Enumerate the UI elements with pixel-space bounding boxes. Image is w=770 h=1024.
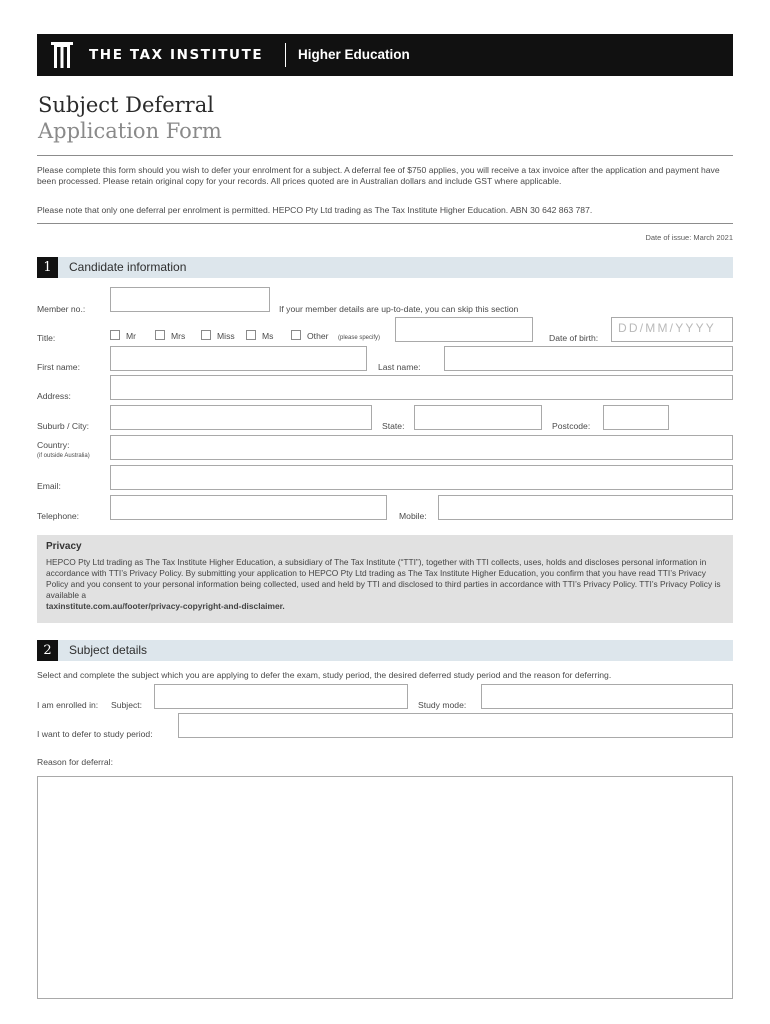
divider — [37, 155, 733, 156]
title-mr-checkbox[interactable] — [110, 330, 120, 340]
reason-textarea[interactable] — [37, 776, 733, 999]
study-mode-field[interactable] — [481, 684, 733, 709]
title-ms-checkbox[interactable] — [246, 330, 256, 340]
state-label: State: — [382, 421, 405, 431]
privacy-title: Privacy — [46, 541, 82, 552]
title-other-checkbox[interactable] — [291, 330, 301, 340]
title-other-field[interactable] — [395, 317, 533, 342]
brand-subtitle: Higher Education — [298, 47, 410, 62]
title-ms-label: Ms — [262, 331, 274, 341]
dob-label: Date of birth: — [549, 333, 599, 343]
section-header-candidate — [37, 257, 733, 278]
postcode-label: Postcode: — [552, 421, 591, 431]
section-title: Candidate information — [69, 260, 187, 274]
postcode-field[interactable] — [603, 405, 669, 430]
privacy-notice — [37, 535, 733, 623]
mobile-label: Mobile: — [399, 511, 427, 521]
country-label: Country: — [37, 440, 70, 450]
form-title: Subject Deferral — [38, 93, 214, 117]
member-no-label: Member no.: — [37, 304, 86, 314]
section-number: 2 — [37, 640, 58, 661]
suburb-field[interactable] — [110, 405, 372, 430]
privacy-body: HEPCO Pty Ltd trading as The Tax Institute Higher Education, a subsidiary of The Tax Institute (“TTI”), together with TTI collects, uses, holds and discloses personal information in accordance with TTI’s Privacy Policy. By submitting your application to HEPCO Pty Ltd trading as The Tax Institute Higher Education, you confirm that you have read TTI’s Privacy Policy and you consent to your personal information being collected, used and held by TTI and disclosed to third parties in accordance with TTI’s Privacy Policy. TTI’s Privacy Policy is available a — [46, 557, 721, 600]
privacy-text — [46, 557, 726, 612]
telephone-field[interactable] — [110, 495, 387, 520]
state-field[interactable] — [414, 405, 542, 430]
title-label: Title: — [37, 333, 56, 343]
other-note: (please specify) — [338, 335, 381, 341]
divider — [37, 223, 733, 224]
brand-divider — [285, 43, 286, 67]
intro-paragraph: Please complete this form should you wish to defer your enrolment for a subject. A deferral fee of $750 applies, you will receive a tax invoice after the application and payment have been processed. Please retain original copy for your records. All prices quoted are in Australian dollars and include GST where applicable. — [37, 165, 720, 187]
tti-logo-icon — [51, 42, 73, 68]
deferral-note: Please note that only one deferral per enrolment is permitted. HEPCO Pty Ltd trading as The Tax Institute Higher Education. ABN 30 642 863 787. — [37, 205, 593, 215]
section-number: 1 — [37, 257, 58, 278]
suburb-label: Suburb / City: — [37, 421, 90, 431]
header-banner — [37, 34, 733, 76]
subject-instruction: Select and complete the subject which you are applying to defer the exam, study period, the desired deferred study period and the reason for deferring. — [37, 670, 612, 680]
title-mrs-checkbox[interactable] — [155, 330, 165, 340]
country-note: (if outside Australia) — [37, 453, 90, 459]
member-note: If your member details are up-to-date, you can skip this section — [279, 304, 519, 314]
title-other-label: Other — [307, 331, 329, 341]
telephone-label: Telephone: — [37, 511, 80, 521]
reason-label: Reason for deferral: — [37, 757, 113, 767]
address-label: Address: — [37, 391, 71, 401]
country-field[interactable] — [110, 435, 733, 460]
last-name-field[interactable] — [444, 346, 733, 371]
form-subtitle: Application Form — [38, 119, 222, 143]
title-mr-label: Mr — [126, 331, 137, 341]
title-miss-checkbox[interactable] — [201, 330, 211, 340]
defer-period-field[interactable] — [178, 713, 733, 738]
brand-name: THE TAX INSTITUTE — [89, 47, 264, 63]
first-name-field[interactable] — [110, 346, 367, 371]
subject-label: Subject: — [111, 700, 143, 710]
email-label: Email: — [37, 481, 61, 491]
section-title: Subject details — [69, 643, 148, 657]
section-header-subject — [37, 640, 733, 661]
defer-period-label: I want to defer to study period: — [37, 729, 153, 739]
enrolled-label: I am enrolled in: — [37, 700, 99, 710]
study-mode-label: Study mode: — [418, 700, 467, 710]
title-miss-label: Miss — [217, 331, 235, 341]
mobile-field[interactable] — [438, 495, 733, 520]
dob-field[interactable]: DD/MM/YYYY — [611, 317, 733, 342]
first-name-label: First name: — [37, 362, 80, 372]
privacy-link[interactable]: taxinstitute.com.au/footer/privacy-copyright-and-disclaimer. — [46, 600, 285, 611]
last-name-label: Last name: — [378, 362, 421, 372]
member-no-field[interactable] — [110, 287, 270, 312]
title-mrs-label: Mrs — [171, 331, 186, 341]
address-field[interactable] — [110, 375, 733, 400]
date-of-issue: Date of issue: March 2021 — [645, 233, 733, 242]
email-field[interactable] — [110, 465, 733, 490]
subject-field[interactable] — [154, 684, 408, 709]
